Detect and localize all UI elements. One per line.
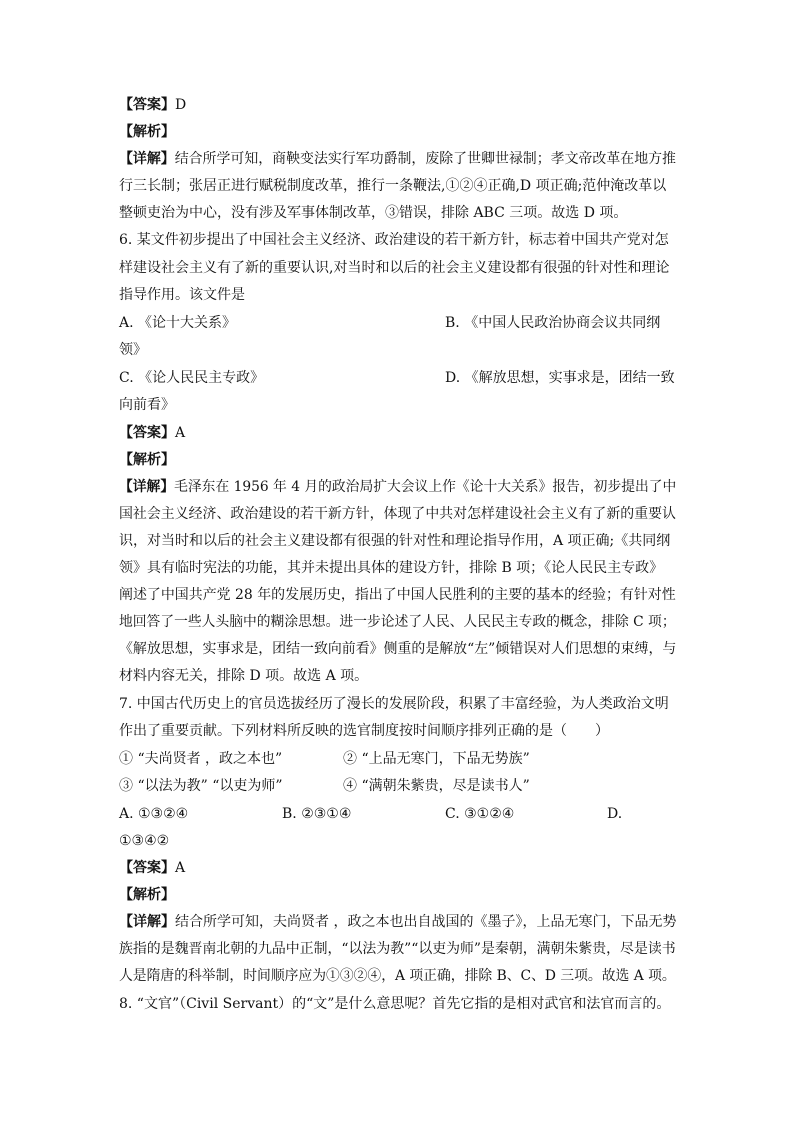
detail-text: 识，对当时和以后的社会主义建设都有很强的针对性和理论指导作用，A 项正确;《共同纲: [119, 533, 671, 549]
detail-text: 人是隋唐的科举制，时间顺序应为①③②④，A 项正确，排除 B、C、D 三项。故选 A 项。: [119, 968, 676, 984]
answer-value: D: [175, 97, 187, 113]
answer-value: A: [175, 860, 186, 876]
detail-text: 族指的是魏晋南北朝的九品中正制，“以法为教”“以吏为师”是秦朝，满朝朱紫贵，尽是读书: [119, 941, 676, 957]
detail-line: [119, 477, 676, 497]
q6-option-d-cont: 向前看》: [119, 397, 175, 413]
q7-option-d-value: ①③④②: [119, 833, 170, 849]
detail-text: 材料内容无关，排除 D 项。故选 A 项。: [119, 668, 369, 684]
detail-line: [119, 912, 676, 932]
analysis-label: 【解析】: [119, 452, 175, 468]
q6-option-a: A. 《论十大关系》: [119, 315, 237, 331]
detail-text: 结合所学可知，商鞅变法实行军功爵制，废除了世卿世禄制；孝文帝改革在地方推: [174, 151, 676, 167]
answer-line: [119, 858, 185, 878]
q7-option-b: B. ②③①④: [282, 806, 352, 822]
detail-text: 行三长制；张居正进行赋税制度改革，推行一条鞭法,①②④正确,D 项正确;范仲淹改革以: [119, 178, 667, 194]
detail-text: 结合所学可知，夫尚贤者 ，政之本也出自战国的《墨子》，上品无寒门，下品无势: [175, 914, 677, 930]
q6-option-b-cont: 领》: [119, 342, 147, 358]
detail-label: 【详解】: [119, 151, 175, 167]
q7-material-2: ② “上品无寒门，下品无势族”: [343, 751, 530, 767]
answer-label: 【答案】: [119, 97, 175, 113]
answer-label: 【答案】: [119, 425, 175, 441]
answer-line: [119, 423, 185, 443]
answer-label: 【答案】: [119, 860, 175, 876]
detail-text: 整顿吏治为中心，没有涉及军事体制改革，③错误，排除 ABC 三项。故选 D 项。: [119, 205, 628, 221]
answer-value: A: [175, 425, 186, 441]
q7-option-c: C. ③①②④: [445, 806, 515, 822]
detail-text: 国社会主义经济、政治建设的若干新方针，体现了中共对怎样建设社会主义有了新的重要认: [119, 506, 676, 522]
detail-line: [119, 149, 676, 169]
question-6-stem: 指导作用。该文件是: [119, 287, 245, 303]
detail-text: 地回答了一些人头脑中的糊涂思想。进一步论述了人民、人民民主专政的概念，排除 C 项；: [119, 614, 676, 630]
question-7-stem: 作出了重要贡献。下列材料所反映的选官制度按时间顺序排列正确的是（ ）: [119, 723, 609, 739]
detail-text: 阐述了中国共产党 28 年的发展历史，指出了中国人民胜利的主要的基本的经验；有针对性: [119, 587, 676, 603]
q7-option-a: A. ①③②④: [119, 806, 189, 822]
q7-material-3: ③ “以法为教” “以吏为师”: [119, 778, 283, 794]
question-8-stem: 8. “文官”（Civil Servant）的“文”是什么意思呢？首先它指的是相对武官和法官而言的。: [119, 996, 671, 1012]
q6-option-c: C. 《论人民民主专政》: [119, 370, 265, 386]
detail-text: 领》具有临时宪法的功能，其并未提出具体的建设方针，排除 B 项；《论人民民主专政》: [119, 560, 664, 576]
question-6-stem: 6. 某文件初步提出了中国社会主义经济、政治建设的若干新方针，标志着中国共产党对怎: [119, 232, 669, 248]
q6-option-b: B. 《中国人民政治协商会议共同纲: [445, 315, 661, 331]
detail-label: 【详解】: [119, 479, 175, 495]
answer-line: [119, 95, 186, 115]
analysis-label: 【解析】: [119, 887, 175, 903]
question-6-stem: 样建设社会主义有了新的重要认识,对当时和以后的社会主义建设都有很强的针对性和理论: [119, 260, 670, 276]
q6-option-d: D. 《解放思想，实事求是，团结一致: [445, 370, 675, 386]
q7-material-1: ① “夫尚贤者 ，政之本也”: [119, 751, 283, 767]
detail-label: 【详解】: [119, 914, 175, 930]
question-7-stem: 7. 中国古代历史上的官员选拔经历了漫长的发展阶段，积累了丰富经验，为人类政治文明: [119, 696, 669, 712]
q7-option-d: D.: [607, 806, 623, 822]
detail-text: 《解放思想，实事求是，团结一致向前看》侧重的是解放“左”倾错误对人们思想的束缚，与: [119, 641, 677, 657]
analysis-label: 【解析】: [119, 124, 175, 140]
detail-text: 毛泽东在 1956 年 4 月的政治局扩大会议上作《论十大关系》报告，初步提出了中: [174, 479, 677, 495]
q7-material-4: ④ “满朝朱紫贵，尽是读书人”: [343, 778, 530, 794]
